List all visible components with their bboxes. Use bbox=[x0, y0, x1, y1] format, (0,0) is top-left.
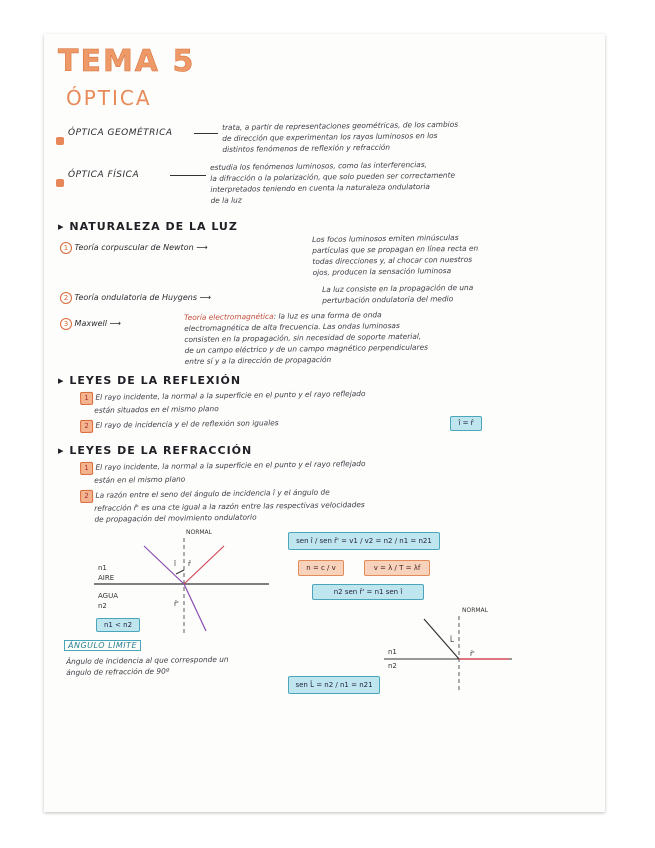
section-heading-reflexion: ▸ LEYES DE LA REFLEXIÓN bbox=[58, 374, 242, 387]
nat-item-3: 3 Maxwell ⟶ bbox=[60, 318, 121, 330]
angle-rp-label: r̂' bbox=[470, 650, 475, 658]
refr-item-2: 2 La razón entre el seno del ángulo de incidencia î y el ángulo de refracción r̂' es una cte igual a la razón entre las respectivas velocidades de propagación del movimiento ondulatorio bbox=[80, 483, 595, 525]
limit-formula: sen L̂ = n2 / n1 = n21 bbox=[288, 676, 380, 694]
angle-rp-label: r̂' bbox=[174, 600, 179, 608]
angle-r-label: r̂ bbox=[188, 560, 191, 568]
limit-angle-diagram bbox=[374, 604, 514, 694]
fis-definition: estudia los fenómenos luminosos, como las interferencias, la difracción o la polarización, que solo pueden ser correctamente interpretados teniendo en cuenta la naturaleza ondulatoria de la luz bbox=[210, 159, 456, 205]
nat-item-3-text: Teoría electromagnética: la luz es una forma de onda electromagnética de alta frecuencia. Las ondas luminosas consisten en la propagación, sin necesidad de soporte material, de un campo eléctrico y de un campo magnético perpendiculares entre sí y a la dirección de propagación bbox=[184, 310, 428, 366]
geo-bullet-icon bbox=[56, 130, 64, 149]
nat-item-1: 1 Teoría corpuscular de Newton ⟶ bbox=[60, 242, 208, 254]
angle-l-label: L̂ bbox=[450, 636, 454, 644]
page-subtitle: ÓPTICA bbox=[66, 86, 152, 110]
velocity-formula: v = λ / T = λf bbox=[364, 560, 430, 576]
normal-label: NORMAL bbox=[186, 529, 213, 536]
section-heading-naturaleza: ▸ NATURALEZA DE LA LUZ bbox=[58, 220, 238, 233]
nat-item-1-text: Los focos luminosos emiten minúsculas partículas que se propagan en línea recta en todas direcciones y, al chocar con nuestros ojos, producen la sensación luminosa bbox=[312, 232, 479, 277]
nat-item-2: 2 Teoría ondulatoria de Huygens ⟶ bbox=[60, 292, 211, 304]
refl-item-2: 2 El rayo de incidencia y el de reflexión son iguales bbox=[80, 414, 500, 433]
index-condition: n1 < n2 bbox=[96, 618, 140, 632]
snell-law-formula: n2 sen r̂' = n1 sen î bbox=[312, 584, 424, 600]
n2-label: n2 bbox=[98, 602, 107, 610]
arrow-icon bbox=[170, 175, 206, 176]
limit-text: Ángulo de incidencia al que corresponde un ángulo de refracción de 90º bbox=[66, 654, 229, 677]
agua-label: AGUA bbox=[98, 592, 119, 600]
fis-bullet-icon bbox=[56, 172, 64, 191]
arrow-icon bbox=[194, 133, 218, 134]
page-title: TEMA 5 bbox=[58, 44, 196, 79]
geo-definition: trata, a partir de representaciones geométricas, de los cambios de dirección que experimentan los rayos luminosos en los distintos fenómenos de reflexión y refracción bbox=[222, 119, 459, 154]
refl-formula: î = r̂ bbox=[450, 416, 482, 431]
incident-ray bbox=[144, 546, 184, 584]
geo-label: ÓPTICA GEOMÉTRICA bbox=[68, 128, 173, 138]
refracted-ray bbox=[184, 584, 206, 631]
notebook-page bbox=[44, 34, 605, 812]
limit-heading: ÁNGULO LÍMITE bbox=[64, 640, 141, 651]
index-formula: n = c / v bbox=[298, 560, 344, 576]
n1-label: n1 bbox=[98, 564, 107, 572]
refl-item-1: 1 El rayo incidente, la normal a la superficie en el punto y el rayo reflejado están situados en el mismo plano bbox=[80, 385, 595, 416]
normal-label: NORMAL bbox=[462, 607, 489, 614]
nat-item-2-text: La luz consiste en la propagación de una perturbación ondulatoria del medio bbox=[322, 282, 474, 305]
n1-label: n1 bbox=[388, 648, 397, 656]
snell-formula: sen î / sen r̂' = v1 / v2 = n2 / n1 = n21 bbox=[288, 532, 440, 550]
refr-item-1: 1 El rayo incidente, la normal a la superficie en el punto y el rayo reflejado están en el mismo plano bbox=[80, 455, 595, 486]
fis-label: ÓPTICA FÍSICA bbox=[68, 170, 140, 180]
angle-i-label: î bbox=[174, 560, 176, 568]
section-heading-refraccion: ▸ LEYES DE LA REFRACCIÓN bbox=[58, 444, 253, 457]
aire-label: AIRE bbox=[98, 574, 115, 582]
n2-label: n2 bbox=[388, 662, 397, 670]
